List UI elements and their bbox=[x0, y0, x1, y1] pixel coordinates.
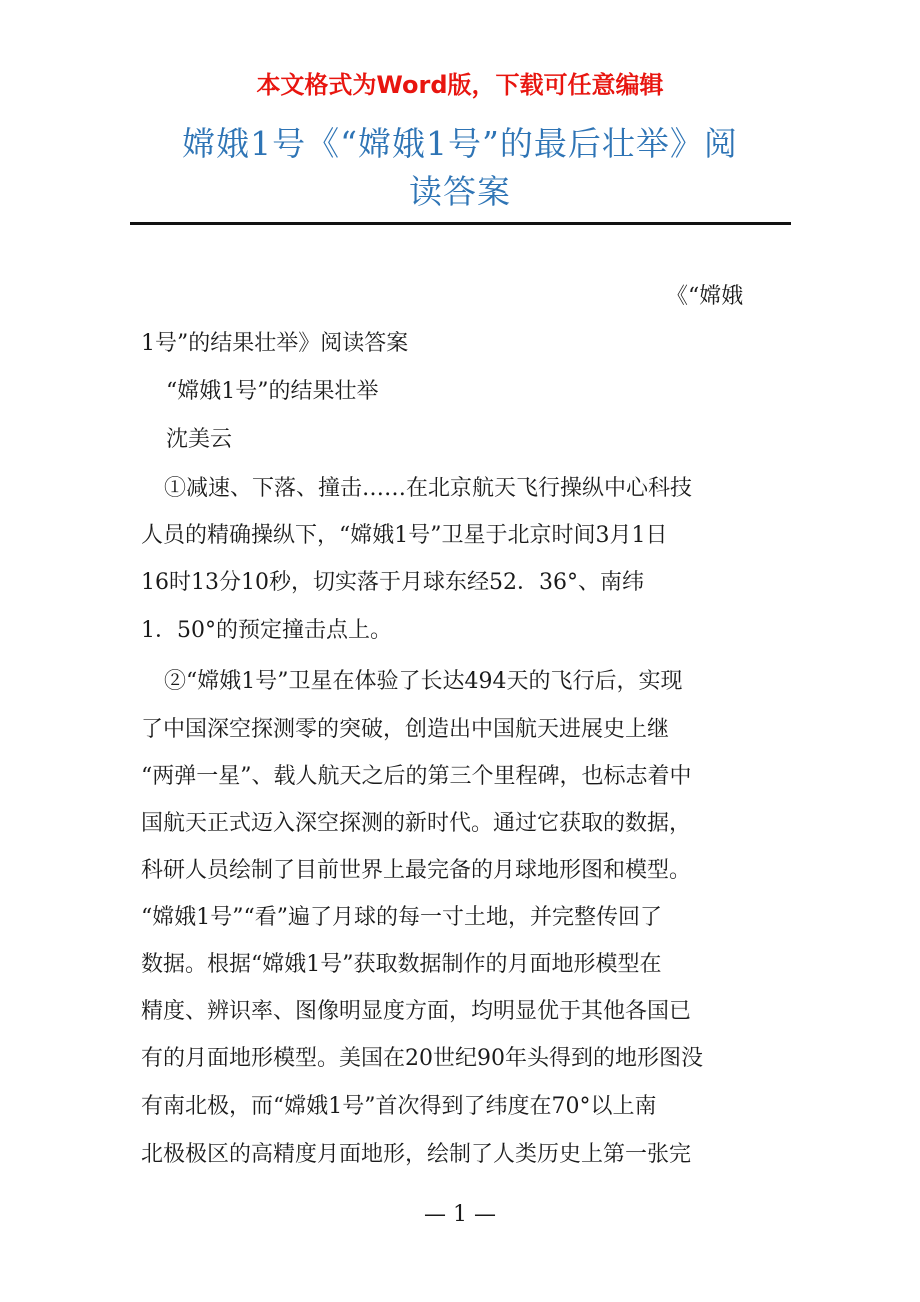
body-line: ①减速、下落、撞击……在北京航天飞行操纵中心科技 bbox=[164, 476, 693, 501]
body-line: 《“嫦娥 bbox=[666, 284, 744, 309]
body-line: 科研人员绘制了目前世界上最完备的月球地形图和模型。 bbox=[141, 858, 692, 883]
document-title bbox=[130, 120, 790, 216]
format-notice-banner: 本文格式为Word版，下载可任意编辑 bbox=[256, 71, 664, 99]
author-line: 沈美云 bbox=[166, 427, 233, 452]
title-line-1: 嫦娥1号《“嫦娥1号”的最后壮举》阅 bbox=[182, 124, 738, 163]
body-line: 人员的精确操纵下，“嫦娥1号”卫星于北京时间3月1日 bbox=[141, 523, 668, 548]
body-line: “两弹一星”、载人航天之后的第三个里程碑，也标志着中 bbox=[141, 764, 692, 789]
body-line: “嫦娥1号”的结果壮举 bbox=[166, 379, 379, 404]
body-line: “嫦娥1号”“看”遍了月球的每一寸土地，并完整传回了 bbox=[141, 905, 662, 930]
page-number: — 1 — bbox=[424, 1202, 496, 1227]
body-line: ②“嫦娥1号”卫星在体验了长达494天的飞行后，实现 bbox=[164, 669, 683, 694]
title-line-2: 读答案 bbox=[409, 172, 511, 211]
body-line: 北极极区的高精度月面地形，绘制了人类历史上第一张完 bbox=[141, 1142, 692, 1167]
body-line: 16时13分10秒，切实落于月球东经52．36°、南纬 bbox=[141, 570, 644, 595]
body-line: 了中国深空探测零的突破，创造出中国航天进展史上继 bbox=[141, 717, 670, 742]
title-divider bbox=[130, 222, 791, 225]
body-line: 数据。根据“嫦娥1号”获取数据制作的月面地形模型在 bbox=[141, 952, 662, 977]
body-line: 有的月面地形模型。美国在20世纪90年头得到的地形图没 bbox=[141, 1046, 703, 1071]
body-line: 1号”的结果壮举》阅读答案 bbox=[141, 331, 409, 356]
body-line: 国航天正式迈入深空探测的新时代。通过它获取的数据， bbox=[141, 811, 692, 836]
body-line: 有南北极，而“嫦娥1号”首次得到了纬度在70°以上南 bbox=[141, 1094, 657, 1119]
body-line: 精度、辨识率、图像明显度方面，均明显优于其他各国已 bbox=[141, 999, 692, 1024]
body-line: 1．50°的预定撞击点上。 bbox=[141, 618, 392, 643]
